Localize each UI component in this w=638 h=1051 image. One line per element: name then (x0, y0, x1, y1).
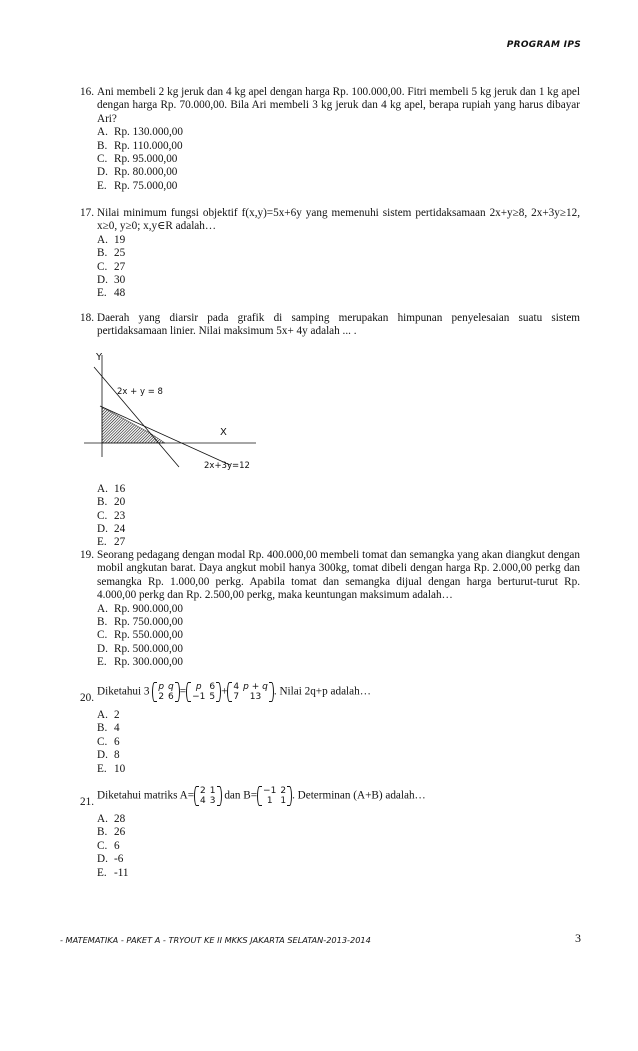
option-letter: D. (97, 273, 108, 286)
line1-label: 2x + y = 8 (117, 386, 163, 397)
option-letter: E. (97, 762, 107, 775)
feasible-region (102, 407, 165, 443)
matrix-cell: 2 (280, 786, 287, 796)
option-text: Rp. 750.000,00 (114, 616, 183, 629)
option-text: 10 (114, 762, 126, 775)
question-21 (80, 786, 580, 880)
option-c[interactable] (97, 736, 580, 749)
option-letter: C. (97, 509, 108, 522)
option-b[interactable] (97, 616, 580, 629)
option-d[interactable] (97, 643, 580, 656)
matrix-cell: 6 (209, 682, 216, 692)
option-text: 2 (114, 709, 120, 721)
question-stem: Seorang pedagang dengan modal Rp. 400.000,00 membeli tomat dan semangka yang akan diangkut dengan mobil angkutan barat. Daya angkut mobil hanya 300kg, tomat dibeli dengan harga Rp. 2.000,00 perkg dan semangka Rp. 1.000,00 perkg. Apabila tomat dan semangka dijual dengan harga berturut-turut Rp. 4.000,00 perkg dan Rp. 2.500,00 perkg, maka keuntungan maksimum adalah… (97, 549, 580, 602)
option-c[interactable] (97, 261, 580, 274)
option-letter: A. (97, 126, 108, 139)
option-list (97, 126, 580, 193)
option-c[interactable] (97, 510, 580, 523)
option-letter: C. (97, 260, 108, 273)
question-stem: Nilai minimum fungsi objektif f(x,y)=5x+6y yang memenuhi sistem pertidaksamaan 2x+y≥8, 2x+3y≥12, x≥0, y≥0; x,y∈R adalah… (97, 207, 580, 233)
matrix-cell: 6 (168, 692, 174, 702)
stem-text: . Determinan (A+B) adalah… (292, 789, 426, 802)
option-text: 26 (114, 826, 126, 839)
option-letter: A. (97, 813, 108, 825)
option-letter: B. (97, 722, 108, 735)
equals-sign: = (179, 685, 187, 698)
option-letter: D. (97, 853, 108, 866)
option-text: 30 (114, 273, 126, 286)
option-list (97, 234, 580, 301)
option-text: 27 (114, 260, 126, 273)
option-c[interactable] (97, 840, 580, 853)
option-d[interactable] (97, 523, 580, 536)
footer-text: - MATEMATIKA - PAKET A - TRYOUT KE II MKKS JAKARTA SELATAN-2013-2014 (60, 935, 371, 945)
option-text: 20 (114, 496, 126, 509)
option-e[interactable] (97, 656, 580, 669)
option-text: Rp. 80.000,00 (114, 166, 178, 179)
option-text: 28 (114, 813, 126, 825)
option-e[interactable] (97, 180, 580, 193)
matrix-cell: −1 (192, 692, 206, 702)
option-text: 24 (114, 522, 126, 535)
question-stem: Ani membeli 2 kg jeruk dan 4 kg apel dengan harga Rp. 100.000,00. Fitri membeli 5 kg jeruk dan 1 kg apel dengan harga Rp. 70.000,00. Bila Ari membeli 3 kg jeruk dan 4 kg apel, berapa rupiah yang harus dibayar Ari? (97, 86, 580, 125)
option-text: Rp. 110.000,00 (114, 139, 183, 152)
option-a[interactable] (97, 126, 580, 139)
matrix-cell: 1 (266, 796, 273, 806)
matrix-cell: 5 (209, 692, 216, 702)
option-b[interactable] (97, 247, 580, 260)
option-letter: A. (97, 233, 108, 246)
option-letter: D. (97, 749, 108, 762)
option-b[interactable] (97, 826, 580, 839)
matrix-cell: p (158, 682, 165, 692)
option-d[interactable] (97, 166, 580, 179)
question-16 (80, 86, 580, 193)
option-letter: A. (97, 709, 108, 721)
matrix-cell: 4 (233, 682, 240, 692)
question-stem: Daerah yang diarsir pada grafik di samping merupakan himpunan penyelesaian suatu sistem pertidaksamaan linier. Nilai maksimum 5x+ 4y adalah ... . (97, 312, 580, 338)
question-number: 21. (80, 796, 94, 808)
option-text: 19 (114, 233, 126, 246)
option-a[interactable] (97, 709, 580, 722)
question-number: 20. (80, 692, 94, 704)
matrix-cell: 2 (200, 786, 206, 796)
option-text: 16 (114, 482, 126, 495)
option-d[interactable] (97, 749, 580, 762)
option-letter: D. (97, 642, 108, 655)
option-text: 4 (114, 722, 120, 735)
header-tag: PROGRAM IPS (506, 40, 581, 50)
matrix-cell: q (168, 682, 174, 692)
question-20 (80, 682, 580, 776)
option-text: Rp. 500.000,00 (114, 642, 183, 655)
question-stem (97, 786, 580, 813)
option-text: 27 (114, 536, 126, 549)
option-e[interactable] (97, 763, 580, 776)
question-18 (80, 312, 580, 550)
option-a[interactable] (97, 483, 580, 496)
option-d[interactable] (97, 274, 580, 287)
matrix-cell: 1 (209, 786, 216, 796)
option-letter: A. (97, 482, 108, 495)
question-stem (97, 682, 580, 709)
matrix-pq26 (152, 682, 179, 702)
page-number: 3 (575, 931, 581, 945)
option-a[interactable] (97, 813, 580, 826)
matrix-cell: 1 (280, 796, 287, 806)
option-d[interactable] (97, 853, 580, 866)
matrix-cell: p (195, 682, 202, 692)
option-letter: E. (97, 179, 107, 192)
option-letter: E. (97, 866, 107, 879)
question-number: 16. (80, 86, 94, 98)
option-text: Rp. 550.000,00 (114, 629, 183, 642)
option-letter: B. (97, 616, 108, 629)
line2-label: 2x+3y=12 (204, 460, 250, 471)
matrix-4-pq-7-13 (227, 682, 273, 702)
y-axis-label: Y (96, 351, 103, 363)
option-text: Rp. 300.000,00 (114, 656, 183, 669)
option-letter: D. (97, 522, 108, 535)
option-text: 6 (114, 839, 120, 852)
stem-text: Diketahui 3 (97, 685, 150, 698)
question-number: 19. (80, 549, 94, 561)
option-letter: E. (97, 656, 107, 669)
option-b[interactable] (97, 722, 580, 735)
option-letter: B. (97, 826, 108, 839)
option-letter: B. (97, 139, 108, 152)
option-list (97, 483, 580, 550)
matrix-b (257, 786, 292, 806)
option-letter: C. (97, 629, 108, 642)
question-17 (80, 207, 580, 301)
option-text: 6 (114, 735, 120, 748)
stem-text: dan B= (221, 789, 258, 802)
matrix-p6-15 (186, 682, 221, 702)
option-letter: E. (97, 536, 107, 549)
matrix-cell: −1 (263, 786, 277, 796)
option-text: Rp. 130.000,00 (114, 126, 183, 139)
option-e[interactable] (97, 287, 580, 300)
option-letter: E. (97, 287, 107, 300)
option-text: Rp. 900.000,00 (114, 602, 183, 615)
option-letter: C. (97, 839, 108, 852)
plus-sign: + (221, 685, 228, 698)
option-e[interactable] (97, 867, 580, 880)
matrix-cell: p + q (243, 682, 268, 692)
option-text: Rp. 95.000,00 (114, 153, 178, 165)
option-list (97, 709, 580, 776)
option-list (97, 603, 580, 670)
option-a[interactable] (97, 234, 580, 247)
matrix-cell: 2 (158, 692, 165, 702)
option-text: 25 (114, 247, 126, 260)
matrix-cell: 7 (233, 692, 240, 702)
option-a[interactable] (97, 603, 580, 616)
linear-program-graph (80, 349, 270, 477)
option-text: 8 (114, 749, 120, 762)
option-text: -6 (114, 853, 124, 866)
option-c[interactable] (97, 629, 580, 642)
option-text: 23 (114, 509, 126, 522)
question-number: 17. (80, 207, 94, 219)
matrix-cell: 4 (200, 796, 206, 806)
option-letter: D. (97, 166, 108, 179)
option-letter: B. (97, 496, 108, 509)
option-letter: A. (97, 602, 108, 615)
option-list (97, 813, 580, 880)
question-19 (80, 549, 580, 670)
option-b[interactable] (97, 140, 580, 153)
x-axis-label: X (220, 426, 227, 438)
option-text: Rp. 75.000,00 (114, 179, 178, 192)
graph-svg (80, 349, 270, 477)
matrix-cell: 3 (209, 796, 216, 806)
option-c[interactable] (97, 153, 580, 166)
matrix-cell: 13 (249, 692, 262, 702)
option-b[interactable] (97, 496, 580, 509)
stem-text: . Nilai 2q+p adalah… (273, 685, 371, 698)
matrix-a (194, 786, 221, 806)
option-letter: C. (97, 153, 108, 165)
stem-text: Diketahui matriks A= (97, 789, 195, 802)
question-number: 18. (80, 312, 94, 324)
option-text: 48 (114, 287, 126, 300)
option-letter: B. (97, 247, 108, 260)
option-letter: C. (97, 735, 108, 748)
option-text: -11 (114, 866, 129, 879)
option-e[interactable] (97, 536, 580, 549)
